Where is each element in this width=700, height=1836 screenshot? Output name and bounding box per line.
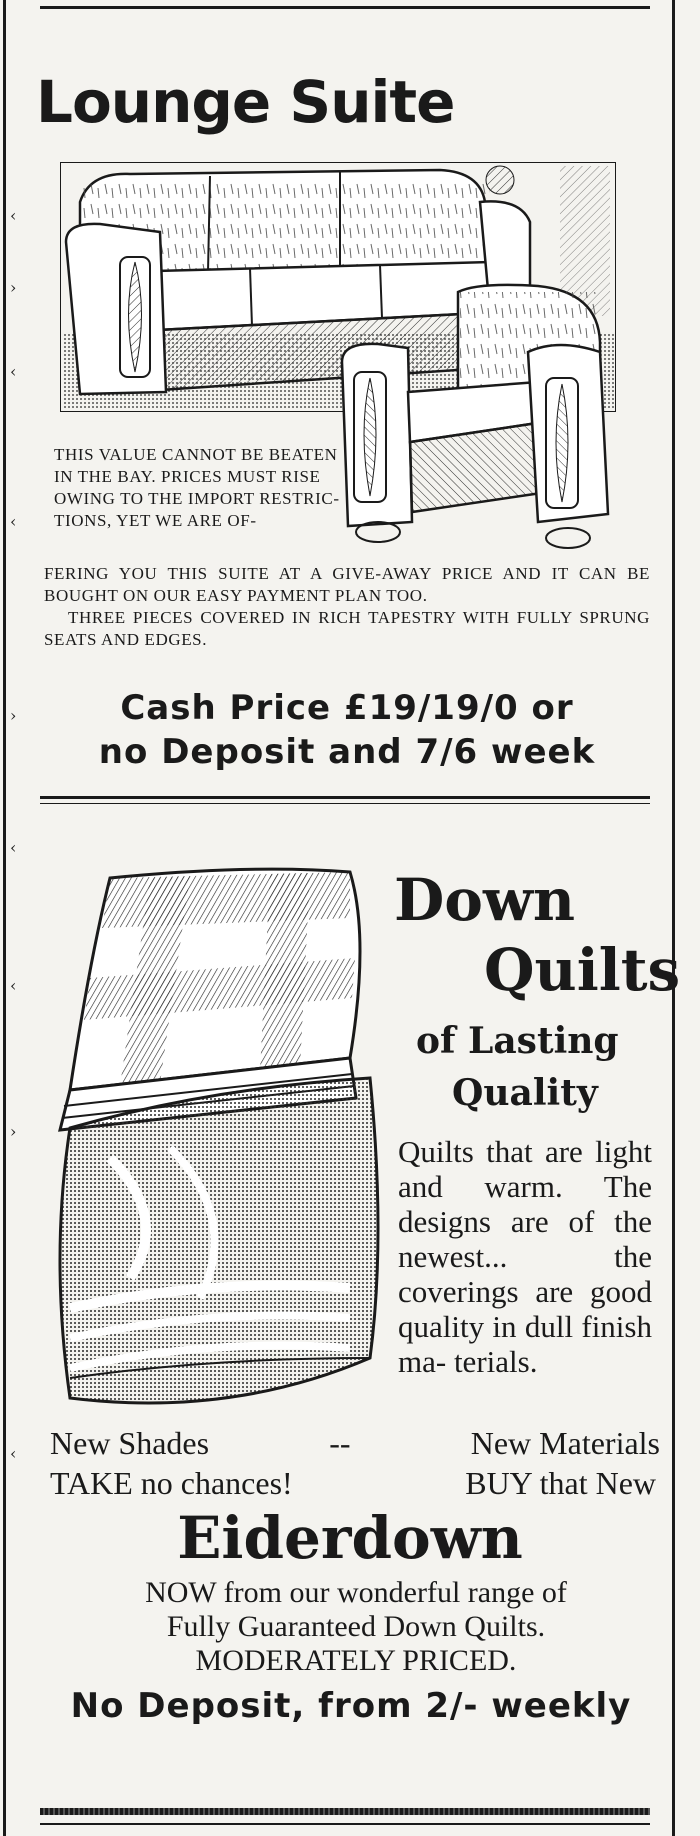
weekly-price: No Deposit, from 2/- weekly <box>70 1686 632 1726</box>
margin-mark: › <box>10 706 17 725</box>
range-line: NOW from our wonderful range of <box>145 1576 567 1609</box>
armchair-illustration <box>338 282 614 558</box>
folded-quilt-illustration <box>50 858 386 1418</box>
lounge-price <box>44 686 650 774</box>
quality-subheading: Quality <box>452 1072 598 1114</box>
lounge-description-wide <box>44 563 650 651</box>
section-divider <box>40 803 650 804</box>
quilts-heading: Quilts <box>484 936 681 1004</box>
top-rule <box>40 6 650 9</box>
buy-that-new-text: BUY that New <box>465 1465 656 1501</box>
shades-dash: -- <box>329 1425 351 1461</box>
section-divider <box>40 796 650 799</box>
lounge-description-paragraph: THREE PIECES COVERED IN RICH TAPESTRY WITH FULLY SPRUNG SEATS AND EDGES. <box>44 608 650 649</box>
margin-mark: ‹ <box>10 362 17 381</box>
lounge-description-narrow: THIS VALUE CANNOT BE BEATEN IN THE BAY. PRICES MUST RISE OWING TO THE IMPORT RESTRIC- TIONS, YET WE ARE OF- <box>54 445 340 530</box>
take-row <box>50 1464 656 1502</box>
cash-price-line: Cash Price £19/19/0 or <box>120 688 574 728</box>
bottom-rule <box>40 1823 650 1825</box>
margin-mark: ‹ <box>10 1444 17 1463</box>
shades-row <box>50 1424 660 1462</box>
margin-mark: ‹ <box>10 976 17 995</box>
lounge-suite-title: Lounge Suite <box>36 68 455 136</box>
bottom-rule <box>40 1808 650 1815</box>
guarantee-line: Fully Guaranteed Down Quilts. <box>166 1610 546 1643</box>
lasting-subheading: of Lasting <box>416 1020 619 1062</box>
down-heading: Down <box>394 866 576 934</box>
margin-mark: › <box>10 1122 17 1141</box>
take-no-chances-text: TAKE no chances! <box>50 1465 293 1501</box>
eiderdown-heading: Eiderdown <box>177 1504 523 1572</box>
new-shades-text: New Shades <box>50 1425 210 1461</box>
quilts-description: Quilts that are light and warm. The designs are of the newest... the coverings are good quality in dull finish ma- terials. <box>398 1134 652 1379</box>
margin-mark: › <box>10 278 17 297</box>
moderately-priced-line: MODERATELY PRICED. <box>195 1644 517 1677</box>
margin-mark: ‹ <box>10 838 17 857</box>
new-materials-text: New Materials <box>470 1425 660 1461</box>
margin-mark: ‹ <box>10 512 17 531</box>
margin-mark: ‹ <box>10 206 17 225</box>
deposit-line: no Deposit and 7/6 week <box>98 732 596 772</box>
lounge-description-paragraph: FERING YOU THIS SUITE AT A GIVE-AWAY PRICE AND IT CAN BE BOUGHT ON OUR EASY PAYMENT PLAN TOO. <box>44 564 650 605</box>
